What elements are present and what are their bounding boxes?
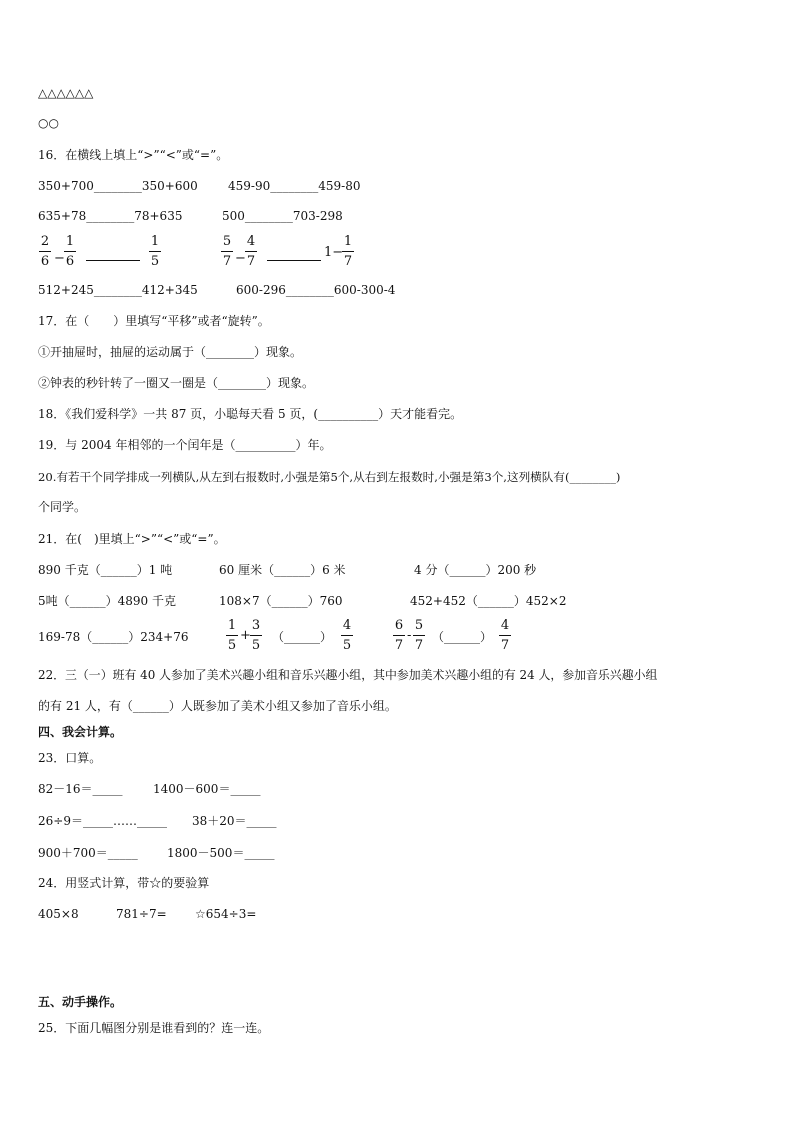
q16-row2-right: 500________703-298: [222, 209, 343, 223]
q16-fraction-a2: 1 6: [65, 234, 75, 269]
q17-item-2: ②钟表的秒针转了一圈又一圈是（________）现象。: [38, 376, 315, 390]
q17-item-1: ①开抽屉时，抽屉的运动属于（________）现象。: [38, 345, 303, 359]
q21-fraction-f2: 3 5: [251, 618, 261, 653]
q16-row1-left: 350+700________350+600: [38, 179, 198, 193]
q21-blank-g[interactable]: （______）: [432, 630, 493, 644]
q19-text: 19．与 2004 年相邻的一个闰年是（__________）年。: [38, 438, 332, 452]
q23-item-a: 82－16＝_____: [38, 782, 123, 796]
circle-symbols: ○○: [38, 116, 59, 130]
q23-item-b: 1400－600＝_____: [153, 782, 261, 796]
q16-minus-a: −: [54, 251, 65, 266]
q16-fraction-a3: 1 5: [150, 234, 160, 269]
q21-r2c2: 108×7（______）760: [219, 594, 343, 608]
q20-line-2: 个同学。: [38, 500, 87, 514]
q23-item-d: 38＋20＝_____: [192, 814, 277, 828]
q17-title: 17．在（ ）里填写“平移”或者“旋转”。: [38, 314, 270, 328]
q21-r1c2: 60 厘米（______）6 米: [219, 563, 346, 577]
q23-item-e: 900＋700＝_____: [38, 846, 138, 860]
q16-fraction-b1: 5 7: [222, 234, 232, 269]
triangle-symbols: △△△△△△: [38, 86, 94, 100]
q24-title: 24．用竖式计算，带☆的要验算: [38, 876, 210, 890]
q18-text: 18．《我们爱科学》一共 87 页，小聪每天看 5 页，(__________）天才能看完。: [38, 407, 463, 421]
q16-row2-left: 635+78________78+635: [38, 209, 183, 223]
q21-r2c1: 5吨（______）4890 千克: [38, 594, 176, 608]
q16-fraction-a1: 2 6: [40, 234, 50, 269]
q22-line-2: 的有 21 人，有（______）人既参加了美术小组又参加了音乐小组。: [38, 699, 397, 713]
q21-fraction-f3: 4 5: [342, 618, 352, 653]
q21-minus: -: [407, 628, 412, 643]
q21-r3c1: 169-78（______）234+76: [38, 630, 189, 644]
q24-item-b: 781÷7=: [116, 907, 167, 921]
q20-line-1: 20.有若干个同学排成一列横队,从左到右报数时,小强是第5个,从右到左报数时,小强是第3个,这列横队有(________): [38, 470, 621, 484]
q21-fraction-g3: 4 7: [500, 618, 510, 653]
q16-row4-left: 512+245________412+345: [38, 283, 198, 297]
section-4-heading: 四、我会计算。: [38, 725, 123, 739]
q23-item-f: 1800－500＝_____: [167, 846, 275, 860]
q21-r1c1: 890 千克（______）1 吨: [38, 563, 173, 577]
q24-item-a: 405×8: [38, 907, 79, 921]
q16-row4-right: 600-296________600-300-4: [236, 283, 396, 297]
q23-item-c: 26÷9＝_____……_____: [38, 814, 167, 828]
q25-text: 25．下面几幅图分别是谁看到的？连一连。: [38, 1021, 270, 1035]
q16-minus-b: −: [235, 251, 246, 266]
q16-answer-blank-a[interactable]: [86, 260, 140, 261]
q21-blank-f[interactable]: （______）: [272, 630, 333, 644]
q24-item-c: ☆654÷3=: [195, 907, 257, 921]
q21-title: 21．在( )里填上“>”“<”或“=”。: [38, 532, 226, 546]
q16-answer-blank-b[interactable]: [267, 260, 321, 261]
q21-r1c3: 4 分（______）200 秒: [414, 563, 537, 577]
q23-title: 23．口算。: [38, 751, 102, 765]
q16-one-minus: 1−: [324, 245, 344, 260]
q16-fraction-b2: 4 7: [246, 234, 256, 269]
q21-r2c3: 452+452（______）452×2: [410, 594, 567, 608]
q21-plus: +: [240, 628, 251, 643]
q22-line-1: 22．三（一）班有 40 人参加了美术兴趣小组和音乐兴趣小组，其中参加美术兴趣小组的有 24 人，参加音乐兴趣小组: [38, 668, 658, 682]
section-5-heading: 五、动手操作。: [38, 995, 123, 1009]
q21-fraction-g1: 6 7: [394, 618, 404, 653]
q16-row1-right: 459-90________459-80: [228, 179, 361, 193]
q16-title: 16．在横线上填上“>”“<”或“=”。: [38, 148, 229, 162]
q21-fraction-g2: 5 7: [414, 618, 424, 653]
q16-fraction-b3: 1 7: [343, 234, 353, 269]
q21-fraction-f1: 1 5: [227, 618, 237, 653]
